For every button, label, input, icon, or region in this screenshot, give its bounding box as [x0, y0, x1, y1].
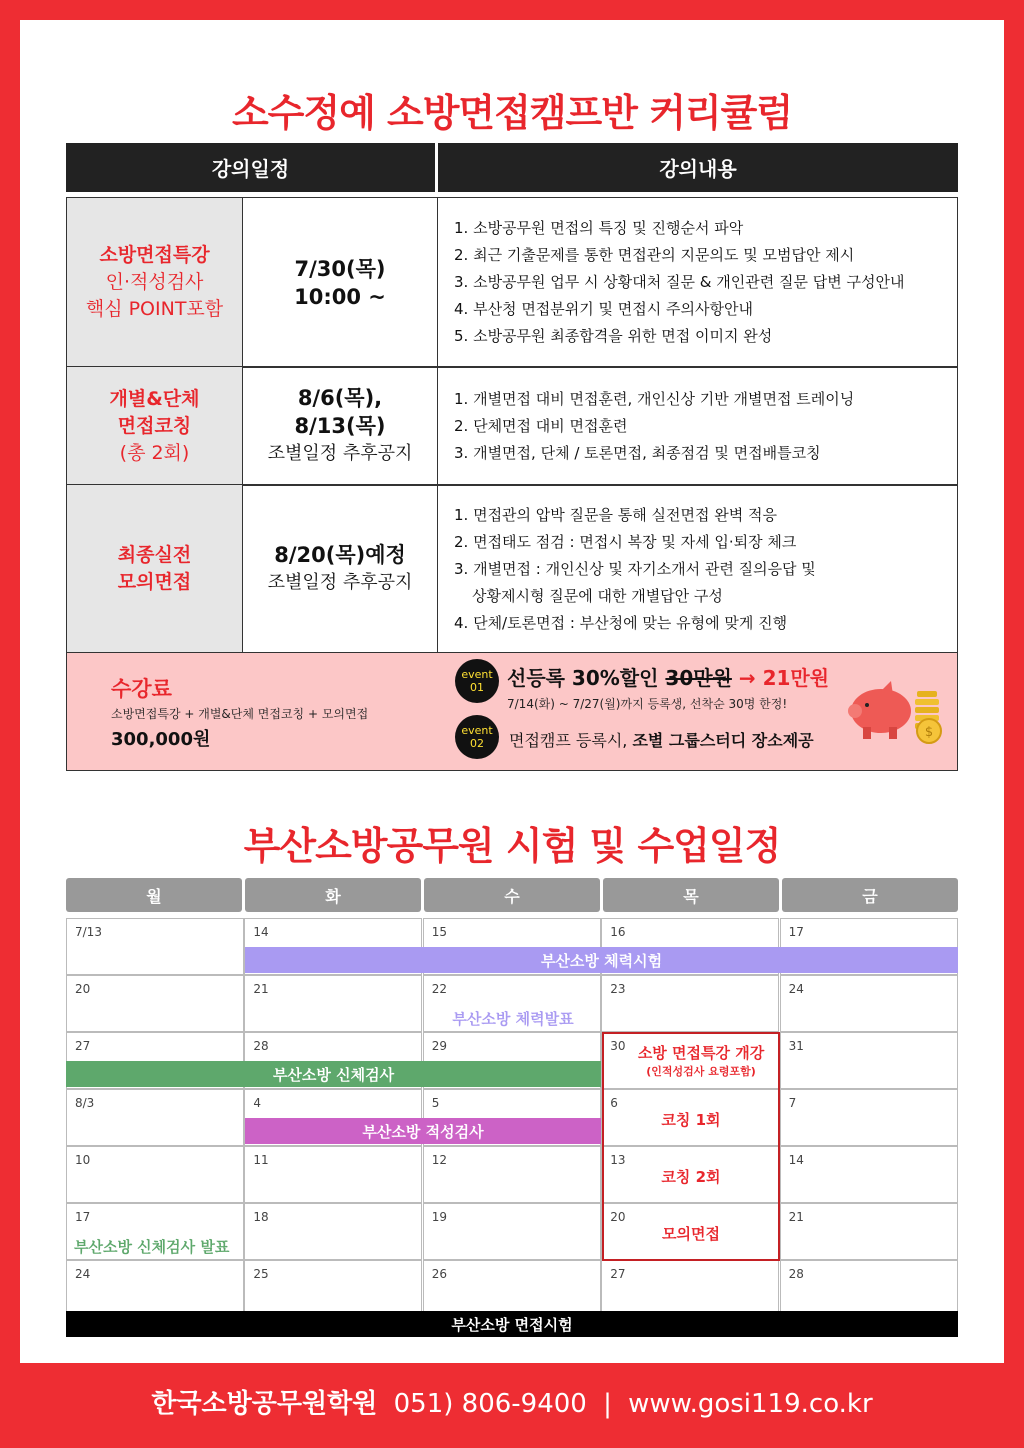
content-item: 4. 부산청 면접분위기 및 면접시 주의사항안내	[454, 300, 753, 318]
column-header-schedule: 강의일정	[66, 143, 435, 192]
content-item: 5. 소방공무원 최종합격을 위한 면접 이미지 완성	[454, 327, 773, 345]
curriculum-row	[66, 366, 958, 486]
calendar-date-cell: 28	[244, 1032, 422, 1089]
calendar-date-cell: 30	[601, 1032, 779, 1089]
calendar-date-cell: 17	[780, 918, 958, 975]
event-badge-tag: event	[461, 668, 493, 681]
course-date	[243, 198, 438, 367]
event1-headline	[507, 662, 829, 691]
content-item: 2. 최근 기출문제를 통한 면접관의 지문의도 및 모범답안 제시	[454, 246, 855, 264]
calendar-date-cell: 4	[244, 1089, 422, 1146]
calendar-date-cell: 23	[601, 975, 779, 1032]
calendar-date-cell: 6	[601, 1089, 779, 1146]
content-item: 1. 소방공무원 면접의 특징 및 진행순서 파악	[454, 219, 744, 237]
curriculum-row	[66, 197, 958, 368]
day-header: 목	[603, 878, 779, 912]
event-badge-2	[455, 715, 499, 759]
physical-exam-bar: 부산소방 신체검사	[66, 1061, 601, 1087]
course-name	[67, 485, 243, 653]
course-date-line: 7/30(목)	[294, 256, 386, 281]
calendar-date-cell: 19	[423, 1203, 601, 1260]
content-item: 2. 단체면접 대비 면접훈련	[454, 416, 628, 435]
schedule-title: 부산소방공무원 시험 및 수업일정	[243, 824, 781, 868]
lecture-open-note: (인적성검사 요령포함)	[646, 1065, 756, 1078]
footer	[0, 1383, 1024, 1420]
event1-old-price: 30만원	[665, 666, 732, 690]
phone-number: 051) 806-9400	[393, 1389, 587, 1419]
course-content	[438, 198, 957, 367]
calendar-date-cell: 26	[423, 1260, 601, 1317]
day-header: 월	[66, 878, 242, 912]
calendar-date-cell: 29	[423, 1032, 601, 1089]
fee-description: 소방면접특강 + 개별&단체 면접코칭 + 모의면접	[111, 707, 369, 721]
content-item: 3. 개별면접 : 개인신상 및 자기소개서 관련 질의응답 및	[454, 559, 816, 578]
calendar-date-cell: 10	[66, 1146, 244, 1203]
content-item: 3. 소방공무원 업무 시 상황대처 질문 & 개인관련 질문 답변 구성안내	[454, 273, 905, 291]
calendar-date-cell: 21	[780, 1203, 958, 1260]
calendar-date-cell: 5	[423, 1089, 601, 1146]
fee-label: 수강료	[111, 677, 172, 701]
calendar-date-cell: 27	[601, 1260, 779, 1317]
lecture-open-label: 소방 면접특강 개강	[637, 1044, 765, 1062]
piggy-bank-icon	[847, 679, 947, 749]
course-content	[438, 367, 957, 485]
content-item: 2. 면접태도 점검 : 면접시 복장 및 자세 입·퇴장 체크	[454, 532, 797, 551]
event2-prefix: 면접캠프 등록시,	[509, 731, 633, 750]
calendar-date-cell: 20	[601, 1203, 779, 1260]
content-item: 3. 개별면접, 단체 / 토론면접, 최종점검 및 면접배틀코칭	[454, 443, 821, 462]
fitness-test-bar: 부산소방 체력시험	[245, 947, 958, 973]
academy-name: 한국소방공무원학원	[151, 1389, 378, 1419]
arrow-icon: →	[738, 666, 756, 690]
day-header: 금	[782, 878, 958, 912]
event1-new-price: 21만원	[762, 666, 830, 690]
course-date-line: 8/6(목),	[297, 386, 383, 410]
calendar-date-cell: 12	[423, 1146, 601, 1203]
event2-text	[509, 728, 814, 751]
column-header-content: 강의내용	[438, 143, 958, 192]
course-name	[67, 198, 243, 367]
course-date-line: 8/13(목)	[294, 414, 386, 438]
event-badge-tag: event	[461, 724, 493, 737]
event-badge-number: 02	[470, 737, 484, 750]
course-date-note: 조별일정 추후공지	[267, 443, 413, 464]
calendar-date-cell: 24	[66, 1260, 244, 1317]
course-date-note: 조별일정 추후공지	[267, 572, 413, 593]
content-item: 상황제시형 질문에 대한 개별답안 구성	[472, 586, 723, 605]
course-content	[438, 485, 957, 653]
calendar-date-cell: 15	[423, 918, 601, 975]
calendar-date-cell: 14	[244, 918, 422, 975]
calendar-date-cell: 18	[244, 1203, 422, 1260]
day-header: 수	[424, 878, 600, 912]
calendar-date-cell: 22	[423, 975, 601, 1032]
event1-note: 7/14(화) ~ 7/27(월)까지 등록생, 선착순 30명 한정!	[507, 697, 788, 711]
course-name-line: (총 2회)	[119, 441, 190, 464]
calendar-date-cell: 7/13	[66, 918, 244, 975]
course-date	[243, 485, 438, 653]
calendar-date-cell: 17	[66, 1203, 244, 1260]
svg-text:$: $	[924, 725, 934, 740]
course-name-line: 핵심 POINT포함	[85, 298, 224, 320]
calendar-date-cell: 31	[780, 1032, 958, 1089]
course-name-main: 소방면접특강	[99, 244, 210, 266]
course-name-main: 면접코칭	[117, 414, 192, 437]
footer-separator: |	[603, 1389, 612, 1419]
calendar-date-cell: 11	[244, 1146, 422, 1203]
physical-result-label: 부산소방 신체검사 발표	[74, 1238, 230, 1256]
fitness-result-label: 부산소방 체력발표	[452, 1010, 574, 1028]
day-header: 화	[245, 878, 421, 912]
calendar-date-cell: 21	[244, 975, 422, 1032]
course-name-main: 모의면접	[117, 571, 192, 593]
website-link[interactable]: www.gosi119.co.kr	[628, 1389, 873, 1419]
content-item: 4. 단체/토론면접 : 부산청에 맞는 유형에 맞게 진행	[454, 613, 788, 632]
curriculum-title: 소수정예 소방면접캠프반 커리큘럼	[231, 91, 793, 135]
course-date-line: 8/20(목)예정	[274, 543, 406, 567]
content-item: 1. 개별면접 대비 면접훈련, 개인신상 기반 개별면접 트레이닝	[454, 389, 855, 408]
mock-interview-label: 모의면접	[662, 1225, 720, 1243]
calendar-date-cell: 7	[780, 1089, 958, 1146]
event2-bold: 조별 그룹스터디 장소제공	[632, 731, 814, 750]
interview-exam-bar: 부산소방 면접시험	[66, 1311, 958, 1337]
course-date	[243, 367, 438, 485]
curriculum-row	[66, 484, 958, 654]
calendar-date-cell: 16	[601, 918, 779, 975]
event-badge-number: 01	[470, 681, 484, 694]
event1-main: 선등록 30%할인	[507, 666, 659, 690]
calendar-date-cell: 20	[66, 975, 244, 1032]
calendar-date-cell: 27	[66, 1032, 244, 1089]
calendar-date-cell: 8/3	[66, 1089, 244, 1146]
calendar-date-cell: 13	[601, 1146, 779, 1203]
event-badge-1	[455, 659, 499, 703]
course-name-main: 최종실전	[117, 544, 192, 566]
course-name	[67, 367, 243, 485]
course-name-main: 개별&단체	[109, 387, 200, 410]
fee-price: 300,000원	[111, 729, 211, 750]
coaching-1-label: 코칭 1회	[661, 1111, 721, 1129]
aptitude-test-bar: 부산소방 적성검사	[245, 1118, 601, 1144]
course-date-line: 10:00 ~	[294, 284, 386, 309]
calendar-date-cell: 28	[780, 1260, 958, 1317]
calendar-date-cell: 24	[780, 975, 958, 1032]
page-sheet	[20, 20, 1004, 1363]
coaching-2-label: 코칭 2회	[661, 1168, 721, 1186]
fee-box	[66, 652, 958, 771]
calendar-date-cell: 14	[780, 1146, 958, 1203]
course-name-line: 인·적성검사	[105, 271, 204, 293]
content-item: 1. 면접관의 압박 질문을 통해 실전면접 완벽 적응	[454, 505, 777, 524]
calendar-date-cell: 25	[244, 1260, 422, 1317]
